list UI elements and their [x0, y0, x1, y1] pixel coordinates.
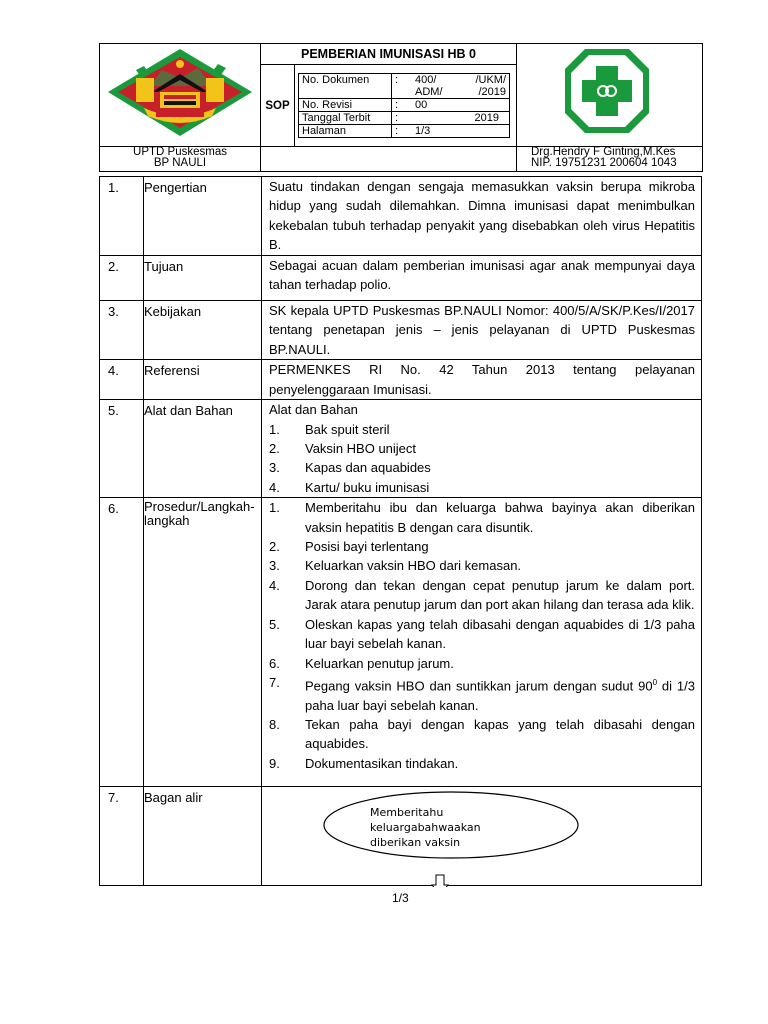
section-number: 7.	[100, 787, 144, 886]
section-kebijakan	[100, 301, 702, 360]
section-tujuan	[100, 256, 702, 301]
section-number: 1.	[100, 177, 144, 256]
degree-superscript: 0	[652, 677, 658, 687]
meta-value: 2019	[412, 112, 510, 125]
item-text: Keluarkan penutup jarum.	[305, 655, 454, 671]
meta-label: Halaman	[299, 125, 392, 138]
section-text: PERMENKES RI No. 42 Tahun 2013 tentang pelayanan penyelenggaraan Imunisasi.	[262, 360, 702, 400]
list-item	[269, 478, 695, 497]
list-item	[269, 498, 695, 537]
sop-content-table	[99, 176, 702, 886]
signer-name: Drg.Hendry F Ginting,M.Kes	[531, 146, 676, 158]
section-number: 4.	[100, 360, 144, 400]
item-number: 1.	[269, 500, 280, 516]
section-label: Pengertian	[144, 177, 262, 256]
item-text: Bak spuit steril	[305, 421, 390, 437]
meta-sep: :	[392, 125, 413, 138]
section-text: Suatu tindakan dengan sengaja memasukkan vaksin berupa mikroba hidup yang sudah dilemahkan. Dimna imunisasi dapat menimbulkan kekebalan tubuh terhadap penyakit yang disebabkan oleh virus Hepatitis B.	[262, 177, 702, 256]
section-number: 3.	[100, 301, 144, 360]
item-text: Vaksin HBO uniject	[305, 441, 417, 457]
document-meta-table	[298, 73, 510, 138]
meta-label: No. Dokumen	[299, 74, 392, 99]
section-number: 6.	[100, 498, 144, 787]
item-number: 8.	[269, 717, 280, 733]
section-content	[262, 400, 702, 498]
section-label: Referensi	[144, 360, 262, 400]
page-number: 1/3	[392, 891, 409, 905]
flowchart-cell	[262, 787, 702, 886]
item-number: 3.	[269, 460, 280, 476]
meta-value: ADM/	[415, 86, 443, 98]
flowchart-node-text: Memberitahu keluargabahwaakan diberikan vaksin	[370, 806, 481, 850]
item-text: Dorong dan tekan dengan cepat penutup jarum ke dalam port. Jarak atara penutup jarum dan port akan hilang dan terasa ada klik.	[305, 577, 695, 613]
section-label: Alat dan Bahan	[144, 400, 262, 498]
section-label: Bagan alir	[144, 787, 262, 886]
meta-sep: :	[392, 99, 413, 112]
sop-header-table	[99, 43, 703, 172]
item-text: Keluarkan vaksin HBO dari kemasan.	[305, 558, 522, 574]
list-item	[269, 537, 695, 556]
meta-value: 00	[412, 99, 510, 112]
list-item	[269, 654, 695, 673]
meta-row-terbit	[299, 112, 510, 125]
item-text: Dokumentasikan tindakan.	[305, 755, 459, 771]
section-pengertian	[100, 177, 702, 256]
section-text: SK kepala UPTD Puskesmas BP.NAULI Nomor: 400/5/A/SK/P.Kes/I/2017 tentang penetapan jenis – jenis pelayanan di UPTD Puskesmas BP.NAULI.	[262, 301, 702, 360]
item-number: 4.	[269, 479, 280, 495]
org-name	[100, 147, 261, 172]
logo-cell	[100, 44, 261, 147]
health-cross-logo-icon	[517, 44, 702, 139]
list-item	[269, 615, 695, 654]
section-number: 2.	[100, 256, 144, 301]
section-text: Sebagai acuan dalam pemberian imunisasi agar anak mempunyai daya tahan terhadap polio.	[262, 256, 702, 301]
meta-value: 400/	[415, 74, 437, 86]
item-number: 9.	[269, 755, 280, 771]
meta-cell	[295, 65, 517, 147]
list-intro: Alat dan Bahan	[269, 402, 358, 418]
section-referensi	[100, 360, 702, 400]
list-item	[269, 673, 695, 715]
item-number: 2.	[269, 539, 280, 555]
meta-sep: :	[392, 74, 413, 99]
meta-sep: :	[392, 112, 413, 125]
list-item	[269, 576, 695, 615]
sop-label: SOP	[261, 65, 295, 147]
list-item	[269, 458, 695, 477]
clinic-logo-cell	[517, 44, 703, 147]
signer	[517, 147, 703, 172]
regency-logo-icon	[100, 44, 260, 139]
org-line1: UPTD Puskesmas	[133, 146, 227, 158]
item-text: Kapas dan aquabides	[305, 460, 431, 476]
meta-row-halaman	[299, 125, 510, 138]
meta-value: /2019	[478, 86, 506, 98]
meta-label: No. Revisi	[299, 99, 392, 112]
item-number: 4.	[269, 577, 280, 593]
meta-value: /UKM/	[475, 74, 506, 86]
section-bagan-alir	[100, 787, 702, 886]
item-text-part: Pegang vaksin HBO dan suntikkan jarum dengan sudut 90	[305, 678, 653, 694]
item-text: Kartu/ buku imunisasi	[305, 479, 430, 495]
empty-cell	[261, 147, 517, 172]
item-number: 2.	[269, 441, 280, 457]
list-item	[269, 754, 695, 773]
list-item	[269, 439, 695, 458]
item-number: 5.	[269, 616, 280, 632]
item-text: Memberitahu ibu dan keluarga bahwa bayinya akan diberikan vaksin hepatitis B dengan cara disuntik.	[305, 500, 695, 535]
document-title: PEMBERIAN IMUNISASI HB 0	[261, 44, 517, 65]
list-item	[269, 556, 695, 575]
item-text: Oleskan kapas yang telah dibasahi dengan aquabides di 1/3 paha luar bayi sebelah kanan.	[305, 616, 695, 652]
meta-row-dokumen	[299, 74, 510, 99]
item-text	[305, 673, 695, 715]
org-line2: BP NAULI	[153, 157, 207, 169]
meta-label: Tanggal Terbit	[299, 112, 392, 125]
item-number: 1.	[269, 421, 280, 437]
item-text: Posisi bayi terlentang	[305, 539, 429, 555]
meta-value: 1/3	[412, 125, 510, 138]
item-number: 6.	[269, 655, 280, 671]
section-number: 5.	[100, 400, 144, 498]
section-alat-bahan	[100, 400, 702, 498]
list-item	[269, 420, 695, 439]
down-arrow-icon	[432, 875, 448, 887]
meta-row-revisi	[299, 99, 510, 112]
section-content	[262, 498, 702, 787]
item-number: 7.	[269, 674, 280, 690]
list-item	[269, 715, 695, 754]
section-label: Kebijakan	[144, 301, 262, 360]
item-text: Tekan paha bayi dengan kapas yang telah dibasahi dengan aquabides.	[305, 717, 695, 752]
item-text-part: di 1/3 paha luar bayi sebelah kanan.	[305, 678, 695, 713]
section-label: Tujuan	[144, 256, 262, 301]
signer-nip: NIP. 19751231 200604 1043	[531, 157, 677, 169]
section-label: Prosedur/Langkah-langkah	[144, 498, 262, 787]
item-number: 3.	[269, 558, 280, 574]
section-prosedur	[100, 498, 702, 787]
